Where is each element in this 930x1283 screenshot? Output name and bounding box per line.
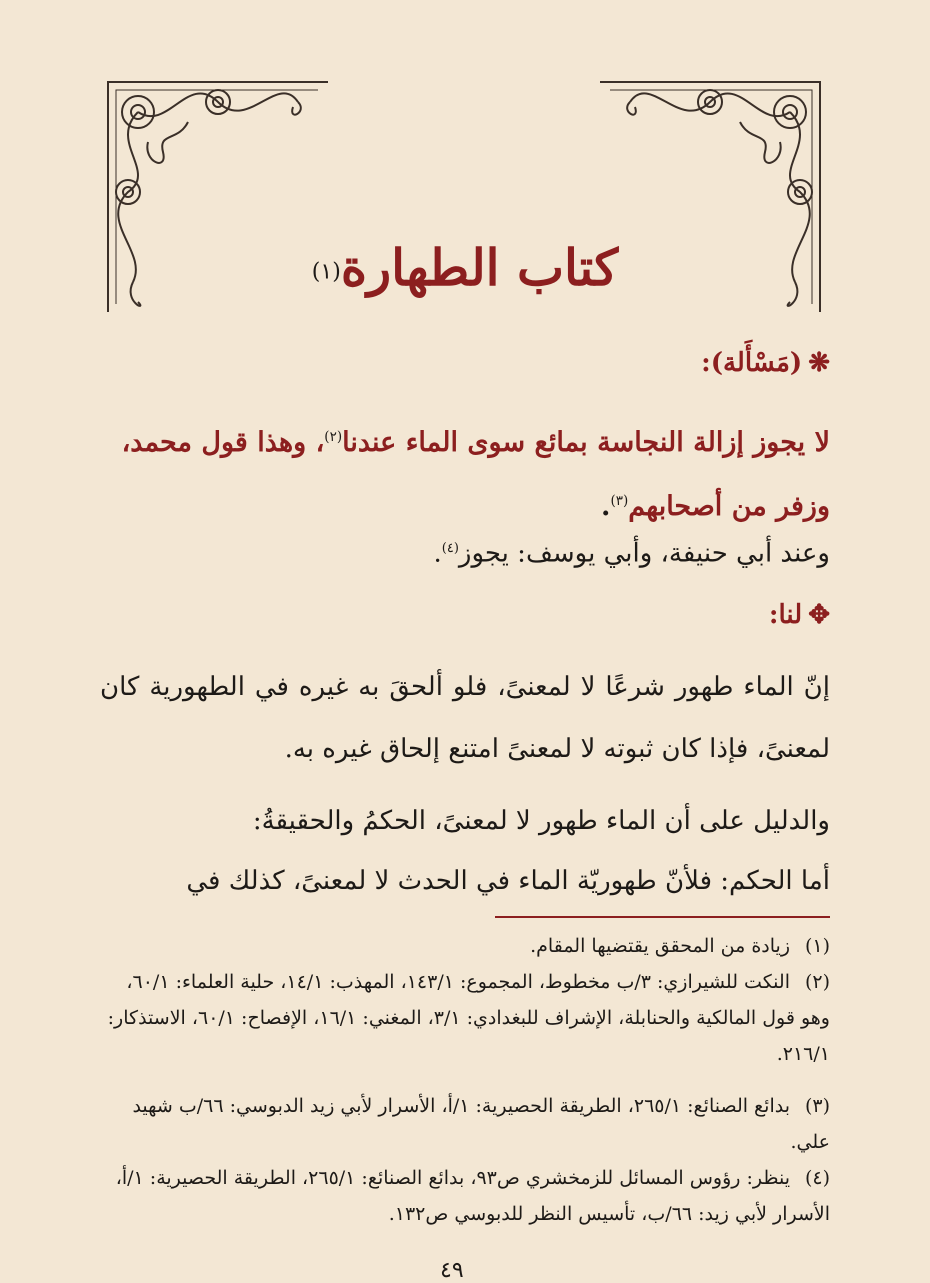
ornament-icon: ✥	[808, 600, 830, 630]
page-number: ٤٩	[440, 1258, 464, 1283]
footnote-divider	[495, 916, 830, 918]
footnote-ref-3: (٣)	[610, 493, 629, 509]
lana-heading-text: لنا:	[768, 600, 803, 630]
title-footnote-ref: (١)	[311, 259, 341, 285]
footnote-text: ينظر: رؤوس المسائل للزمخشري ص٩٣، بدائع الصنائع: ٢٦٥/١، الطريقة الحصيرية: ١/أ، الأسرار لأبي زيد: ٦٦/ب، تأسيس النظر للدبوسي ص١٣٢.	[115, 1167, 830, 1225]
chapter-title-row	[0, 238, 930, 297]
ruling-paragraph: أما الحكم: فلأنّ طهوريّة الماء في الحدث لا لمعنىً، كذلك في	[186, 866, 830, 896]
footnote	[100, 1088, 830, 1160]
footnote-number: (٢)	[804, 971, 830, 993]
footnote	[100, 1160, 830, 1232]
ruling-end: .	[601, 491, 611, 522]
ruling-text	[100, 408, 830, 536]
footnote-text: النكت للشيرازي: ٣/ب مخطوط، المجموع: ١٤٣/١، المهذب: ١٤/١، حلية العلماء: ٦٠/١، وهو قول المالكية والحنابلة، الإشراف للبغدادي: ٣/١، المغني: ١٦/١، الإفصاح: ٦٠/١، الاستذكار: ٢١٦/١.	[107, 971, 830, 1065]
abu-hanifa-text: وعند أبي حنيفة، وأبي يوسف: يجوز	[458, 538, 830, 569]
footnote	[100, 928, 830, 964]
abu-hanifa-end: .	[433, 538, 442, 569]
footnote-ref-4: (٤)	[441, 541, 459, 556]
footnote-text: زيادة من المحقق يقتضيها المقام.	[530, 935, 790, 957]
footnote-text: بدائع الصنائع: ٢٦٥/١، الطريقة الحصيرية: ١/أ، الأسرار لأبي زيد الدبوسي: ٦٦/ب شهيد علي.	[132, 1095, 830, 1153]
footnote	[100, 964, 830, 1072]
abu-hanifa-opinion	[100, 518, 830, 585]
footnote-number: (٣)	[804, 1095, 830, 1117]
ruling-part-1: لا يجوز إزالة النجاسة بمائع سوى الماء عندنا	[342, 427, 830, 458]
masala-heading-text: (مَسْأَلة):	[701, 348, 803, 378]
argument-paragraph: إنّ الماء طهور شرعًا لا لمعنىً، فلو ألحقَ به غيره في الطهورية كان لمعنىً، فإذا كان ثبوته لا لمعنىً امتنع إلحاق غيره به.	[100, 672, 830, 764]
evidence-paragraph: والدليل على أن الماء طهور لا لمعنىً، الحكمُ والحقيقةُ:	[252, 806, 830, 836]
chapter-title: كتاب الطهارة	[340, 238, 619, 297]
flower-icon: ❋	[808, 348, 830, 378]
footnote-number: (٤)	[804, 1167, 830, 1189]
masala-heading	[100, 348, 830, 378]
lana-heading	[100, 600, 830, 630]
footnote-ref-2: (٢)	[324, 429, 343, 445]
ruling-part-2: ، وهذا قول محمد، وزفر من أصحابهم	[121, 427, 830, 522]
footnote-number: (١)	[804, 935, 830, 957]
